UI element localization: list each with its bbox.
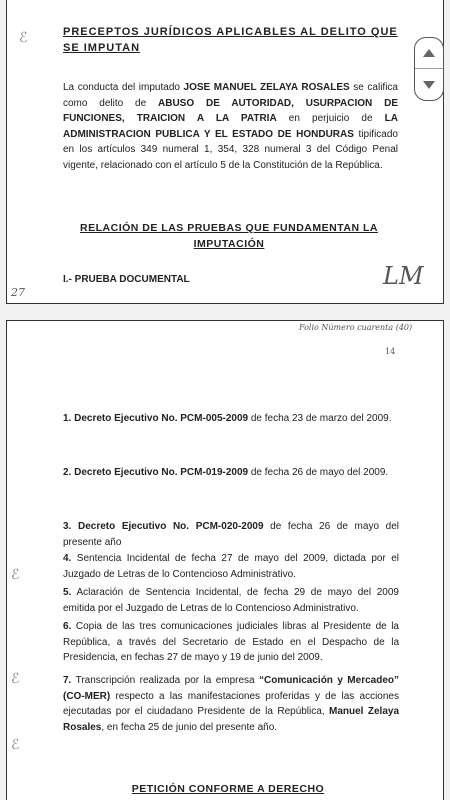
- chevron-down-icon: [423, 81, 435, 89]
- para-text-2: se califica como delito de: [63, 82, 398, 109]
- list-item: [63, 585, 399, 616]
- margin-mark: ℰ: [11, 671, 20, 687]
- scroll-down-button[interactable]: [415, 69, 443, 100]
- folio-stamp: Folio Número cuarenta (40): [299, 323, 413, 332]
- item-number: 1.: [63, 413, 72, 424]
- document-page-1: [6, 0, 444, 304]
- page-number: 14: [385, 347, 396, 356]
- crimes-list: ABUSO DE AUTORIDAD, USURPACION DE FUNCIONES, TRAICION A LA PATRIA: [63, 97, 398, 124]
- page-scroll-control: [414, 37, 444, 101]
- item-number: 7.: [63, 675, 72, 686]
- handwritten-page-number: 27: [11, 286, 25, 299]
- company-name: “Comunicación y Mercadeo” (CO-MER): [63, 675, 399, 702]
- para-text-1: La conducta del imputado: [63, 82, 184, 93]
- item-text-3: , en fecha 25 de junio del presente año.: [101, 721, 278, 733]
- para-text-3: en perjuicio de: [276, 113, 385, 124]
- item-text: Sentencia Incidental de fecha 27 de mayo del 2009, dictada por el Juzgado de Letras de lo Contencioso Administrativo.: [63, 553, 399, 580]
- para-text-4: tipificado en los artículos 349 numeral 1, 354, 328 numeral 3 del Código Penal vigente, relacionado con el artículo 5 de la Constitución de la República.: [63, 128, 398, 171]
- paragraph-conducta: [63, 80, 398, 173]
- president-name: Manuel Zelaya Rosales: [63, 706, 400, 733]
- victim-text: LA ADMINISTRACION PUBLICA Y EL ESTADO DE HONDURAS: [63, 113, 398, 140]
- margin-mark: ℰ: [19, 30, 28, 46]
- list-item: [63, 411, 399, 427]
- item-lead: Decreto Ejecutivo No. PCM-020-2009: [77, 521, 264, 532]
- item-text-1: Transcripción realizada por la empresa: [71, 675, 260, 686]
- item-number: 5.: [63, 587, 72, 598]
- heading-preceptos: PRECEPTOS JURÍDICOS APLICABLES AL DELITO QUE SE IMPUTAN: [63, 26, 398, 54]
- imputado-name: JOSE MANUEL ZELAYA ROSALES: [183, 82, 350, 93]
- margin-mark: ℰ: [11, 567, 20, 583]
- item-text: Copia de las tres comunicaciones judiciales libras al Presidente de la República, a través del Secretario de Estado en el Despacho de la Presidencia, en fechas 27 de mayo y 19 de junio del 2009.: [63, 621, 399, 663]
- list-item: [63, 551, 399, 582]
- list-item: [63, 465, 399, 481]
- list-item: [63, 619, 399, 666]
- item-number: 2.: [63, 467, 72, 478]
- list-item: [63, 519, 399, 550]
- item-text: de fecha 26 de mayo del presente año: [63, 521, 399, 548]
- document-page-2: [6, 320, 444, 800]
- chevron-up-icon: [423, 49, 435, 57]
- heading-relacion-pruebas: RELACIÓN DE LAS PRUEBAS QUE FUNDAMENTAN LA IMPUTACIÓN: [80, 222, 378, 250]
- heading-peticion: PETICIÓN CONFORME A DERECHO: [131, 783, 325, 795]
- item-lead: Decreto Ejecutivo No. PCM-019-2009: [74, 467, 249, 478]
- item-text: de fecha 23 de marzo del 2009.: [248, 413, 392, 424]
- section-prueba-documental: I.- PRUEBA DOCUMENTAL: [63, 274, 190, 285]
- signature-mark: LM: [383, 262, 424, 290]
- list-item: [63, 673, 399, 735]
- item-text: de fecha 26 de mayo del 2009.: [248, 467, 389, 478]
- item-text: Aclaración de Sentencia Incidental, de fecha 29 de mayo del 2009 emitida por el Juzgado de Letras de lo Contencioso Administrativo.: [63, 587, 399, 614]
- item-number: 4.: [63, 553, 72, 564]
- scroll-up-button[interactable]: [415, 38, 443, 69]
- item-number: 6.: [63, 621, 72, 632]
- item-lead: Decreto Ejecutivo No. PCM-005-2009: [74, 413, 249, 424]
- item-text-2: respecto a las manifestaciones proferidas y de las acciones ejecutadas por el ciudadano Presidente de la República,: [63, 690, 399, 717]
- margin-mark: ℰ: [11, 737, 20, 753]
- item-number: 3.: [63, 521, 72, 532]
